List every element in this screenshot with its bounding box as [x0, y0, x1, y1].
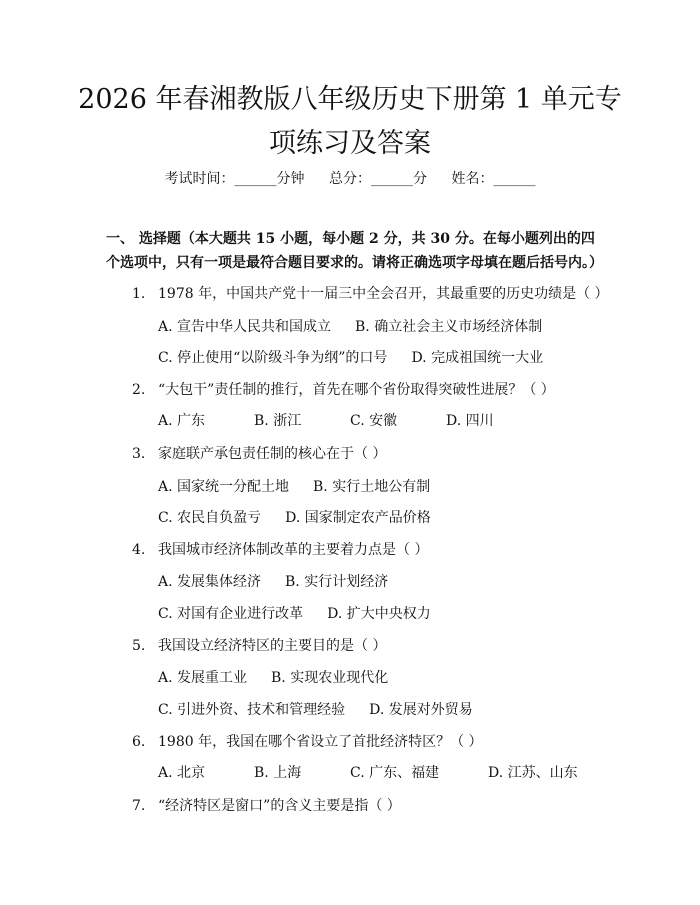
- exam-meta: [0, 168, 700, 188]
- option-b[interactable]: B. 实行计划经济: [285, 574, 389, 590]
- option-c[interactable]: C. 停止使用“以阶级斗争为纲”的口号: [158, 350, 388, 366]
- option-a[interactable]: A. 广东: [158, 413, 206, 429]
- exam-time: 考试时间：______分钟: [164, 171, 305, 187]
- option-d[interactable]: D. 发展对外贸易: [369, 702, 473, 718]
- option-b[interactable]: B. 上海: [254, 765, 302, 781]
- question-number: 3.: [132, 446, 146, 462]
- exam-total-score: 总分：______分: [329, 171, 427, 187]
- question-4: [132, 539, 428, 559]
- question-number: 2.: [132, 382, 146, 398]
- question-1-options-row-2: [158, 347, 567, 367]
- question-number: 4.: [132, 542, 146, 558]
- option-b[interactable]: B. 确立社会主义市场经济体制: [355, 319, 543, 335]
- section-heading: 一、 选择题（本大题共 15 小题，每小题 2 分，共 30 分。在每小题列出的四个选项中，只有一项是最符合题目要求的。请将正确选项字母填在题后括号内。）: [106, 231, 603, 271]
- option-a[interactable]: A. 发展集体经济: [158, 574, 262, 590]
- question-number: 7.: [132, 798, 146, 814]
- question-number: 5.: [132, 638, 146, 654]
- option-d[interactable]: D. 江苏、山东: [488, 765, 578, 781]
- question-5-options-row-2: [158, 699, 497, 719]
- question-number: 1.: [132, 286, 146, 302]
- question-3-options-row-2: [158, 507, 455, 527]
- question-2-options: [158, 410, 494, 430]
- option-a[interactable]: A. 北京: [158, 765, 206, 781]
- title-line-2: 项练习及答案: [269, 128, 431, 159]
- question-stem: 1980 年，我国在哪个省设立了首批经济特区？（ ）: [158, 734, 483, 750]
- question-4-options-row-1: [158, 571, 412, 591]
- question-6: [132, 731, 483, 751]
- question-stem: 我国设立经济特区的主要目的是（ ）: [158, 638, 387, 654]
- question-stem: “经济特区是窗口”的含义主要是指（ ）: [158, 798, 401, 814]
- question-6-options: [158, 762, 578, 782]
- question-5: [132, 635, 386, 655]
- option-a[interactable]: A. 发展重工业: [158, 670, 248, 686]
- question-5-options-row-1: [158, 667, 412, 687]
- option-d[interactable]: D. 四川: [446, 413, 494, 429]
- question-stem: “大包干”责任制的推行，首先在哪个省份取得突破性进展？（ ）: [158, 382, 555, 398]
- option-b[interactable]: B. 浙江: [254, 413, 302, 429]
- question-stem: 我国城市经济体制改革的主要着力点是（ ）: [158, 542, 429, 558]
- option-a[interactable]: A. 国家统一分配土地: [158, 479, 290, 495]
- question-stem: 家庭联产承包责任制的核心在于（ ）: [158, 446, 387, 462]
- option-d[interactable]: D. 扩大中央权力: [327, 606, 431, 622]
- option-b[interactable]: B. 实现农业现代化: [271, 670, 389, 686]
- question-1-options-row-1: [158, 316, 566, 336]
- option-c[interactable]: C. 对国有企业进行改革: [158, 606, 304, 622]
- question-3-options-row-1: [158, 476, 454, 496]
- question-stem: 1978 年，中国共产党十一届三中全会召开，其最重要的历史功绩是（ ）: [158, 286, 609, 302]
- exam-name: 姓名：______: [451, 171, 536, 187]
- option-c[interactable]: C. 引进外资、技术和管理经验: [158, 702, 346, 718]
- document-title: [60, 78, 640, 166]
- question-2: [132, 379, 555, 399]
- question-4-options-row-2: [158, 603, 455, 623]
- question-3: [132, 443, 386, 463]
- option-a[interactable]: A. 宣告中华人民共和国成立: [158, 319, 332, 335]
- option-d[interactable]: D. 完成祖国统一大业: [411, 350, 544, 366]
- option-c[interactable]: C. 农民自负盈亏: [158, 510, 262, 526]
- title-line-1: 2026 年春湘教版八年级历史下册第 1 单元专: [78, 84, 622, 115]
- option-b[interactable]: B. 实行土地公有制: [313, 479, 431, 495]
- question-1: [132, 283, 609, 303]
- question-7: [132, 795, 401, 815]
- option-c[interactable]: C. 安徽: [350, 413, 398, 429]
- option-c[interactable]: C. 广东、福建: [350, 765, 440, 781]
- question-number: 6.: [132, 734, 146, 750]
- option-d[interactable]: D. 国家制定农产品价格: [285, 510, 431, 526]
